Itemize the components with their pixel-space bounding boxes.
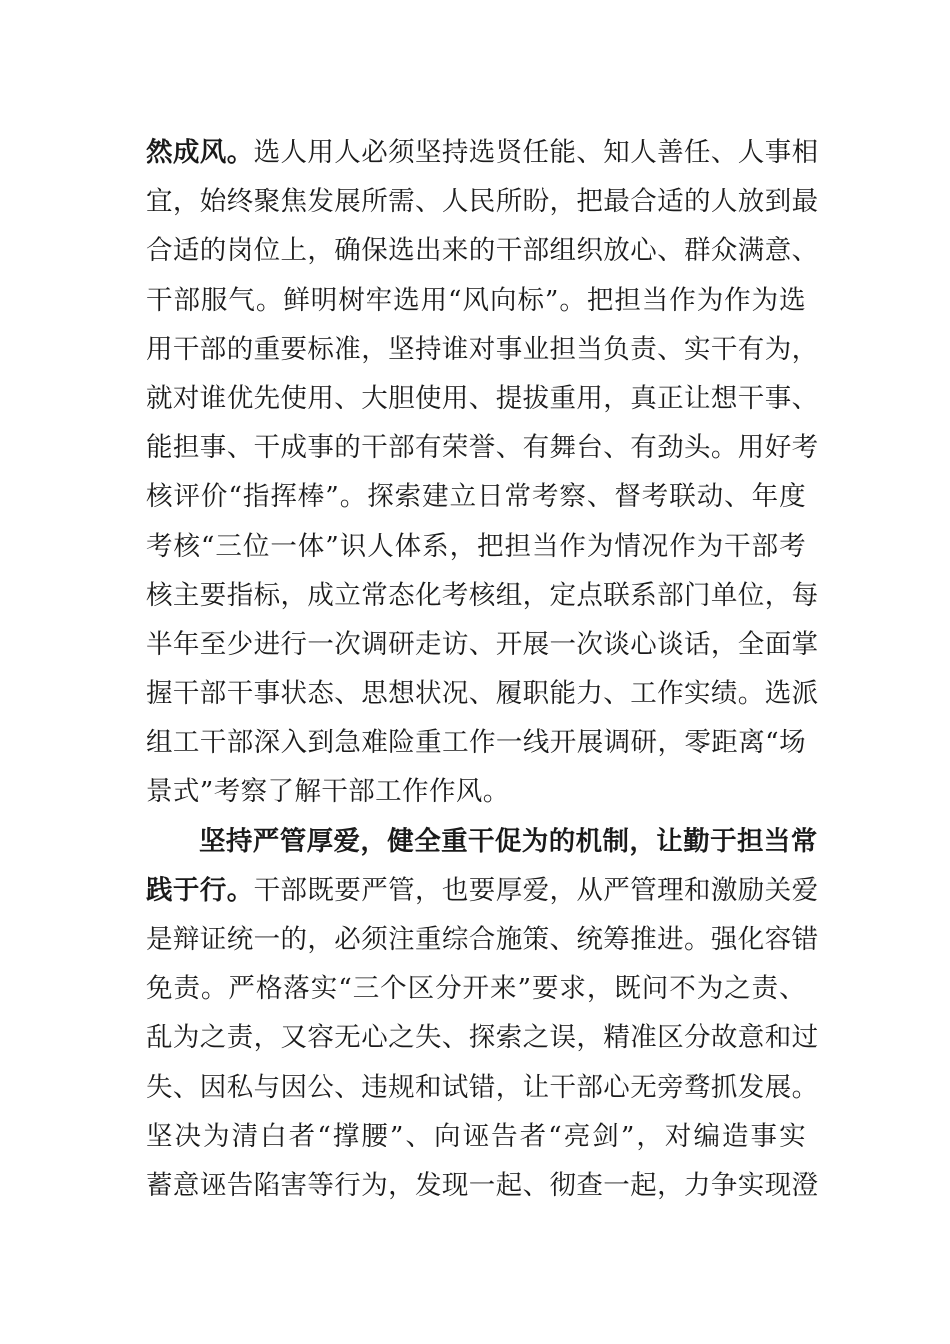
document-body — [146, 128, 819, 1210]
text-line: 是辩证统一的，必须注重综合施策、统筹推进。强化容错 — [146, 924, 819, 955]
text-line: 组工干部深入到急难险重工作一线开展调研，零距离“场 — [146, 727, 806, 759]
text-line: 合适的岗位上，确保选出来的干部组织放心、群众满意、 — [146, 235, 819, 267]
text-line: 就对谁优先使用、大胆使用、提拔重用，真正让想干事、 — [146, 382, 819, 414]
text-line — [146, 866, 819, 915]
text-line — [146, 128, 819, 177]
text-line: 免责。严格落实“三个区分开来”要求，既问不为之责、 — [146, 973, 806, 1005]
text-line: 宜，始终聚焦发展所需、人民所盼，把最合适的人放到最 — [146, 186, 819, 218]
text-line: 核评价“指挥棒”。探索建立日常考察、督考联动、年度 — [146, 481, 806, 513]
heading-line: 坚持严管厚爱，健全重干促为的机制，让勤于担当常 — [199, 825, 818, 857]
text-line: 能担事、干成事的干部有荣誉、有舞台、有劲头。用好考 — [146, 432, 819, 464]
text-segment: 干部既要严管，也要厚爱，从严管理和激励关爱 — [253, 874, 819, 906]
text-line: 坚决为清白者“撑腰”、向诬告者“亮剑”，对编造事实 — [146, 1120, 806, 1152]
text-line: 考核“三位一体”识人体系，把担当作为情况作为干部考 — [146, 530, 806, 562]
text-line: 乱为之责，又容无心之失、探索之误，精准区分故意和过 — [146, 1022, 819, 1054]
text-line: 半年至少进行一次调研走访、开展一次谈心谈话，全面掌 — [146, 628, 819, 660]
bold-lead: 践于行。 — [146, 874, 254, 906]
text-line: 核主要指标，成立常态化考核组，定点联系部门单位，每 — [146, 579, 819, 611]
text-line: 干部服气。鲜明树牢选用“风向标”。把担当作为作为选 — [146, 284, 806, 316]
text-line: 用干部的重要标准，坚持谁对事业担当负责、实干有为， — [146, 333, 819, 365]
text-line: 景式”考察了解干部工作作风。 — [146, 776, 510, 808]
text-line: 握干部干事状态、思想状况、履职能力、工作实绩。选派 — [146, 678, 819, 710]
bold-lead: 然成风。 — [146, 137, 254, 168]
text-line: 失、因私与因公、违规和试错，让干部心无旁骛抓发展。 — [146, 1071, 819, 1103]
text-segment: 选人用人必须坚持选贤任能、知人善任、人事相 — [253, 137, 819, 168]
text-line: 蓄意诬告陷害等行为，发现一起、彻查一起，力争实现澄 — [146, 1169, 819, 1201]
